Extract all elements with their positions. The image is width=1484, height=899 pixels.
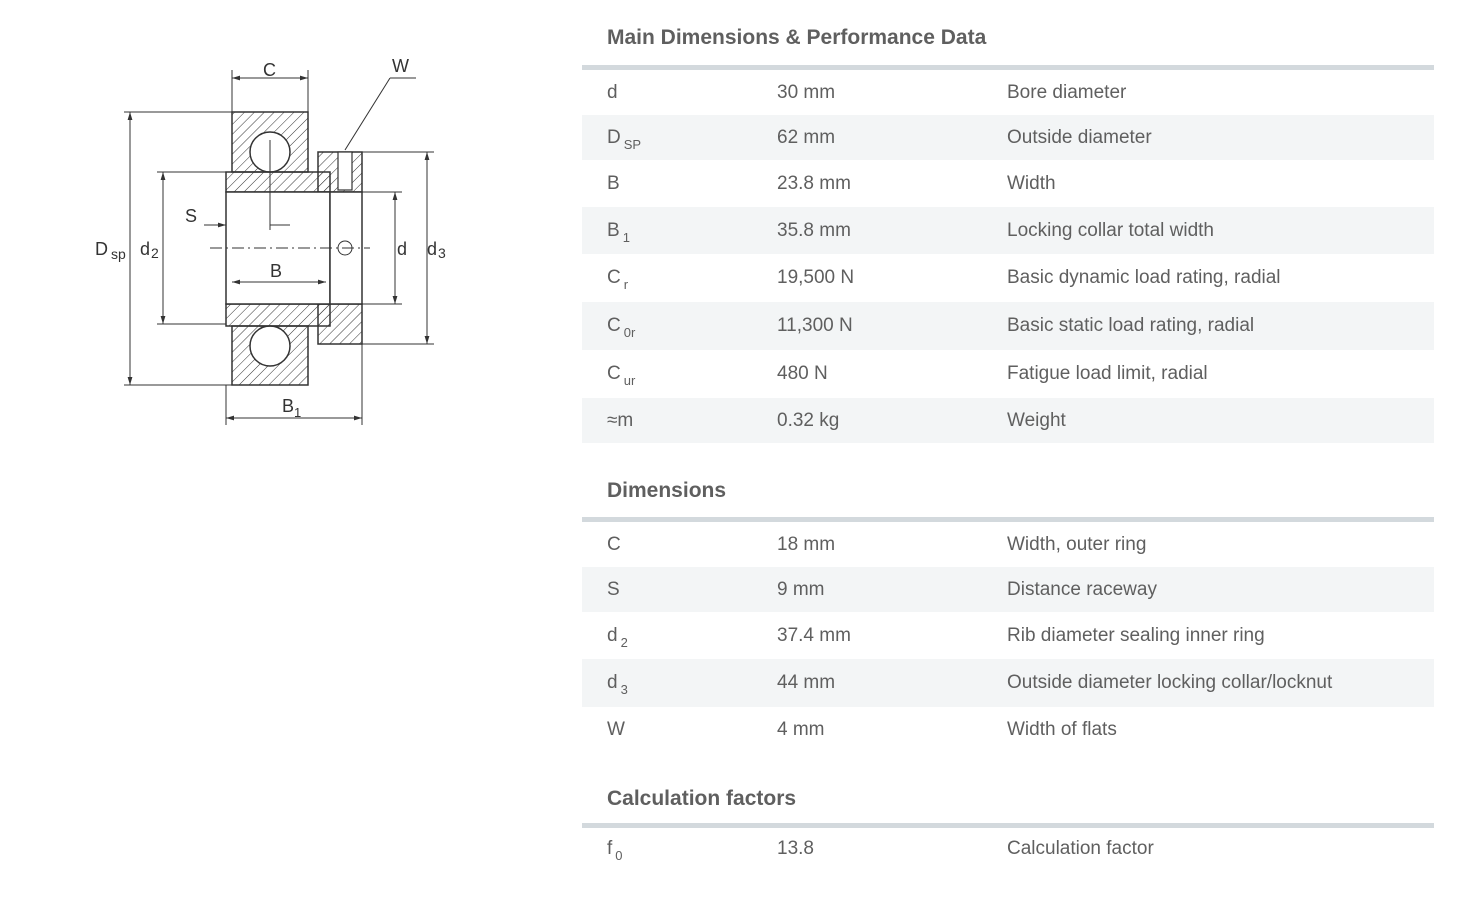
table-row bbox=[582, 522, 1434, 567]
label-d2: d2 bbox=[140, 239, 159, 261]
table-row bbox=[582, 398, 1434, 443]
row-value: 30 mm bbox=[777, 81, 836, 103]
row-value: 19,500 N bbox=[777, 267, 855, 288]
row-description: Basic dynamic load rating, radial bbox=[1007, 267, 1281, 288]
row-symbol: C $_{0r}$ bbox=[582, 302, 777, 350]
row-value: 62 mm bbox=[777, 115, 1007, 160]
row-description: Distance raceway bbox=[1007, 567, 1434, 612]
section-title-dimensions: Dimensions bbox=[607, 479, 727, 502]
row-description: Fatigue load limit, radial bbox=[1007, 363, 1208, 384]
label-d: d bbox=[397, 239, 408, 259]
row-description: Locking collar total width bbox=[1007, 207, 1434, 254]
table-row bbox=[582, 567, 1434, 612]
section-title-calculation-factors: Calculation factors bbox=[607, 787, 797, 810]
table-row bbox=[582, 612, 1434, 659]
label-w: W bbox=[392, 56, 409, 76]
row-description: Weight bbox=[1007, 398, 1434, 443]
table-main-dimensions bbox=[582, 70, 1434, 443]
table-calculation-factors bbox=[582, 828, 1434, 870]
row-symbol: d bbox=[607, 81, 618, 103]
spec-tables bbox=[582, 0, 1434, 870]
label-s: S bbox=[185, 206, 198, 226]
row-value: 37.4 mm bbox=[777, 624, 851, 646]
row-symbol: B bbox=[607, 172, 620, 194]
label-dsp: D $_{sp}$ bbox=[95, 239, 126, 262]
table-dimensions bbox=[582, 522, 1434, 752]
row-value: 13.8 bbox=[777, 838, 814, 859]
table-row bbox=[582, 302, 1434, 350]
table-row bbox=[582, 659, 1434, 707]
row-symbol: S bbox=[582, 567, 777, 612]
set-screw bbox=[338, 152, 352, 190]
row-symbol: d $_3$ bbox=[582, 659, 777, 707]
row-value: 35.8 mm bbox=[777, 207, 1007, 254]
label-d3: d3 bbox=[427, 239, 446, 261]
collar-bottom bbox=[318, 304, 362, 344]
row-value: 44 mm bbox=[777, 659, 1007, 707]
table-row bbox=[582, 160, 1434, 207]
row-value: 0.32 kg bbox=[777, 398, 1007, 443]
row-symbol: B $_1$ bbox=[582, 207, 777, 254]
table-row bbox=[582, 207, 1434, 254]
row-value: 18 mm bbox=[777, 533, 836, 555]
section-title-main: Main Dimensions & Performance Data bbox=[607, 26, 987, 49]
label-c: C bbox=[263, 60, 276, 80]
row-symbol: C $_{ur}$ bbox=[607, 363, 636, 388]
row-description: Width of flats bbox=[1007, 718, 1117, 740]
row-description: Calculation factor bbox=[1007, 838, 1154, 859]
row-symbol: C $_r$ bbox=[607, 267, 629, 292]
row-description: Width, outer ring bbox=[1007, 533, 1147, 555]
bearing-drawing bbox=[80, 50, 480, 440]
row-value: 11,300 N bbox=[777, 302, 1007, 350]
row-value: 4 mm bbox=[777, 718, 825, 740]
label-b1: $B_1$ bbox=[282, 396, 302, 420]
row-symbol: D $_{SP}$ bbox=[582, 115, 777, 160]
row-value: 9 mm bbox=[777, 567, 1007, 612]
row-symbol: C bbox=[607, 533, 621, 555]
table-row bbox=[582, 707, 1434, 752]
row-description: Rib diameter sealing inner ring bbox=[1007, 624, 1265, 646]
row-symbol: d $_2$ bbox=[607, 624, 628, 650]
table-row bbox=[582, 350, 1434, 398]
row-description: Outside diameter bbox=[1007, 115, 1434, 160]
row-description: Bore diameter bbox=[1007, 81, 1127, 103]
row-description: Width bbox=[1007, 172, 1056, 194]
row-description: Outside diameter locking collar/locknut bbox=[1007, 659, 1434, 707]
table-row bbox=[582, 828, 1434, 870]
inner-ring-top bbox=[226, 172, 330, 192]
table-row bbox=[582, 254, 1434, 302]
table-row bbox=[582, 70, 1434, 115]
row-value: 23.8 mm bbox=[777, 172, 851, 194]
table-row bbox=[582, 115, 1434, 160]
row-symbol: W bbox=[607, 718, 625, 740]
row-description: Basic static load rating, radial bbox=[1007, 302, 1434, 350]
label-b: B bbox=[270, 261, 283, 281]
ball-bottom bbox=[250, 326, 290, 366]
row-symbol: ≈m bbox=[582, 398, 777, 443]
row-symbol: f $_0$ bbox=[607, 838, 623, 863]
row-value: 480 N bbox=[777, 363, 828, 384]
inner-ring-bottom bbox=[226, 304, 330, 326]
bearing-cross-section-svg bbox=[80, 50, 480, 440]
